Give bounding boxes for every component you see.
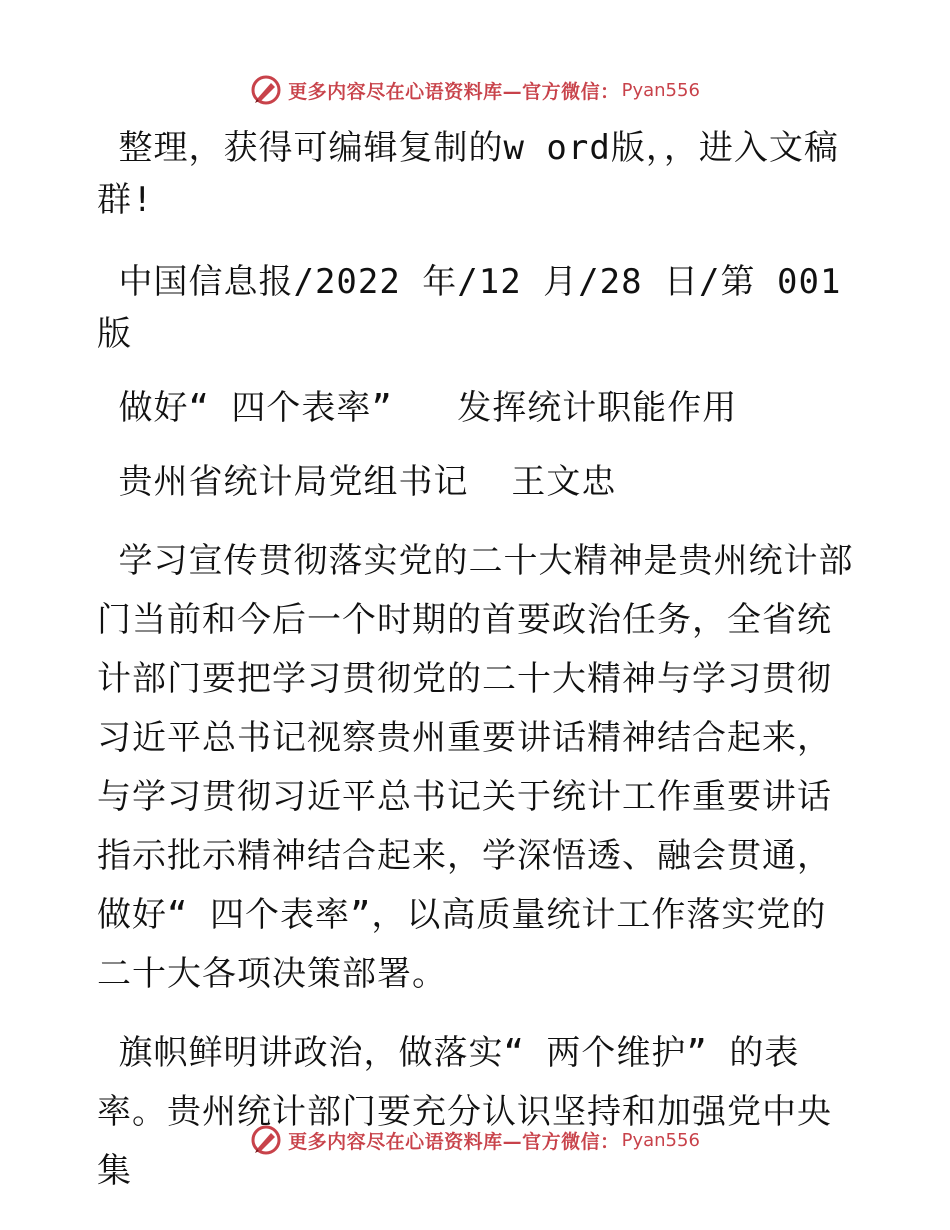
pen-logo-icon <box>250 1124 282 1156</box>
intro-line: 整理，获得可编辑复制的w ord版，，进入文稿群! <box>97 128 839 220</box>
source-line: 中国信息报/2022 年/12 月/28 日/第 001 版 <box>97 262 863 354</box>
pen-logo-icon <box>250 74 282 106</box>
article-author: 贵州省统计局党组书记 王文忠 <box>97 462 617 502</box>
body-paragraph-2: 旗帜鲜明讲政治，做落实“ 两个维护” 的表率。贵州统计部门要充分认识坚持和加强党中央集 <box>97 1033 832 1191</box>
document-body <box>97 120 863 1201</box>
header-banner <box>0 68 950 112</box>
footer-banner-text: 更多内容尽在心语资料库—官方微信： <box>288 1130 620 1153</box>
footer-banner <box>0 1118 950 1162</box>
header-wechat-id: Pyan556 <box>621 79 700 101</box>
body-paragraph-1: 学习宣传贯彻落实党的二十大精神是贵州统计部门当前和今后一个时期的首要政治任务，全省统计部门要把学习贯彻党的二十大精神与学习贯彻习近平总书记视察贵州重要讲话精神结合起来，与学习贯彻习近平总书记关于统计工作重要讲话指示批示精神结合起来，学深悟透、融会贯通，做好“ 四个表率”，以高质量统计工作落实党的二十大各项决策部署。 <box>97 541 854 994</box>
article-title: 做好“ 四个表率” 发挥统计职能作用 <box>97 388 738 428</box>
footer-wechat-id: Pyan556 <box>621 1129 700 1151</box>
header-banner-text: 更多内容尽在心语资料库—官方微信： <box>288 80 620 103</box>
